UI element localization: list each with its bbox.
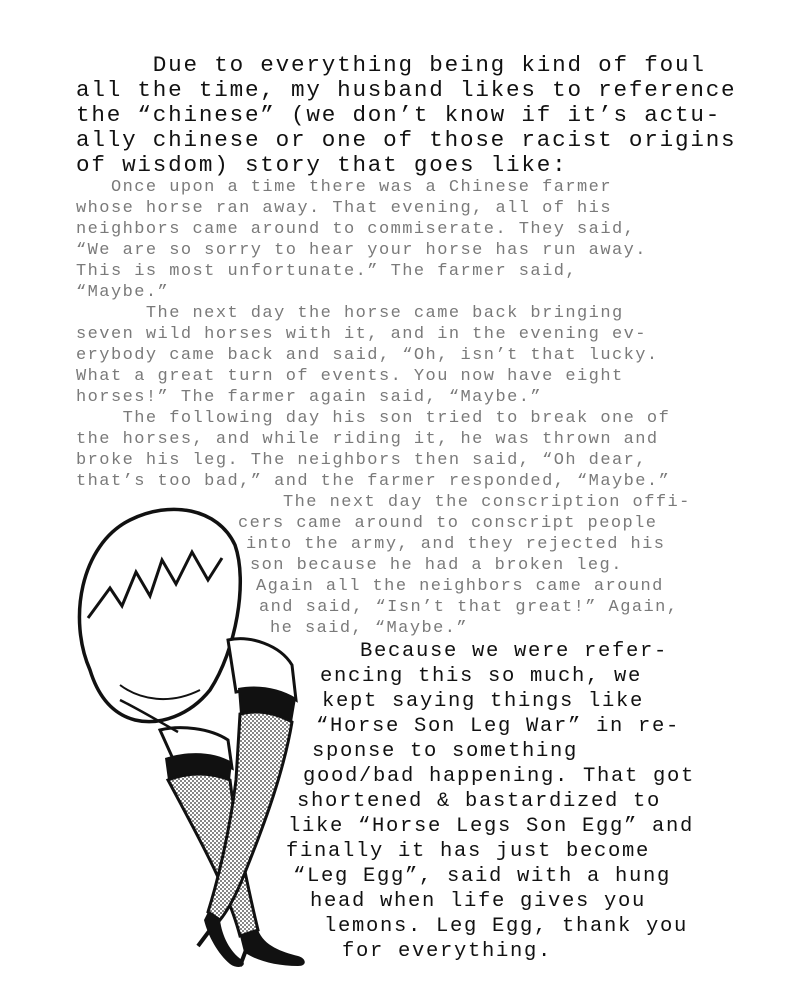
intro-line: Due to everything being kind of foul <box>76 52 706 78</box>
story-line: neighbors came around to commiserate. They said, <box>76 220 636 239</box>
leg-egg-illustration <box>60 500 320 970</box>
intro-line: ally chinese or one of those racist origins <box>76 127 737 153</box>
closing-line: Because we were refer- <box>318 640 669 663</box>
story-line: that’s too bad,” and the farmer responded, “Maybe.” <box>76 472 671 491</box>
closing-line: head when life gives you <box>310 890 647 913</box>
story-line: Once upon a time there was a Chinese farmer <box>76 178 612 197</box>
story-line: This is most unfortunate.” The farmer said, <box>76 262 578 281</box>
closing-line: lemons. Leg Egg, thank you <box>324 915 689 938</box>
closing-line: kept saying things like <box>322 690 645 713</box>
story-line: The next day the conscription offi- <box>283 493 691 512</box>
story-line: “Maybe.” <box>76 283 170 302</box>
story-line: horses!” The farmer again said, “Maybe.” <box>76 388 543 407</box>
story-line: erybody came back and said, “Oh, isn’t that lucky. <box>76 346 659 365</box>
intro-line: of wisdom) story that goes like: <box>76 152 568 178</box>
story-line: “We are so sorry to hear your horse has run away. <box>76 241 647 260</box>
story-line: and said, “Isn’t that great!” Again, <box>259 598 679 617</box>
story-line: The next day the horse came back bringing <box>76 304 624 323</box>
closing-line: good/bad happening. That got <box>303 765 696 788</box>
egg-shell <box>79 509 240 721</box>
closing-line: encing this so much, we <box>320 665 643 688</box>
closing-line: sponse to something <box>312 740 579 763</box>
story-line: The following day his son tried to break one of <box>76 409 671 428</box>
closing-line: “Leg Egg”, said with a hung <box>293 865 672 888</box>
story-line: Again all the neighbors came around <box>256 577 664 596</box>
closing-line: finally it has just become <box>286 840 651 863</box>
story-line: seven wild horses with it, and in the evening ev- <box>76 325 647 344</box>
story-line: whose horse ran away. That evening, all of his <box>76 199 612 218</box>
story-line: into the army, and they rejected his <box>246 535 666 554</box>
story-line: son because he had a broken leg. <box>250 556 623 575</box>
story-line: broke his leg. The neighbors then said, “Oh dear, <box>76 451 647 470</box>
story-line: cers came around to conscript people <box>238 514 658 533</box>
closing-line: “Horse Son Leg War” in re- <box>316 715 681 738</box>
intro-line: the “chinese” (we don’t know if it’s actu- <box>76 102 722 128</box>
story-line: the horses, and while riding it, he was thrown and <box>76 430 659 449</box>
closing-line: for everything. <box>342 940 553 963</box>
story-line: What a great turn of events. You now have eight <box>76 367 624 386</box>
closing-line: like “Horse Legs Son Egg” and <box>288 815 695 838</box>
closing-line: shortened & bastardized to <box>297 790 662 813</box>
story-line: he said, “Maybe.” <box>270 619 469 638</box>
intro-line: all the time, my husband likes to reference <box>76 77 737 103</box>
